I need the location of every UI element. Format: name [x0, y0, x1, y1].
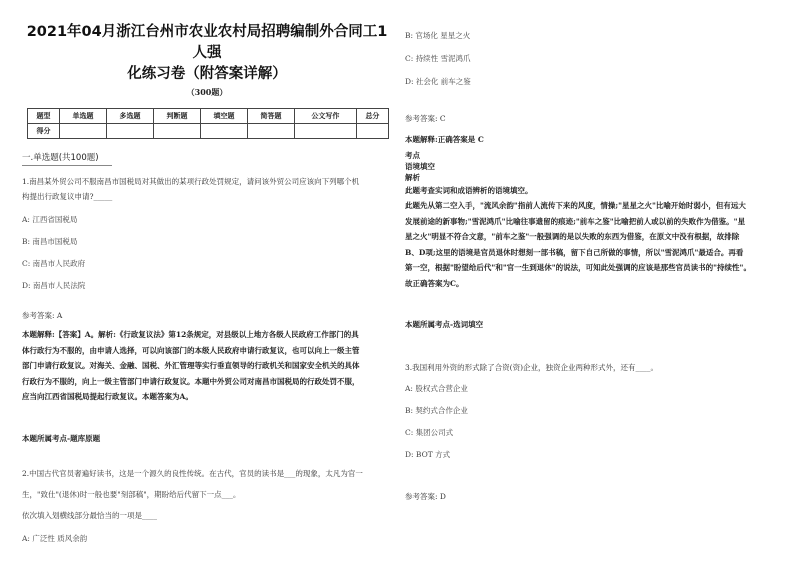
question-2-option: B: 官场化 星星之火 — [405, 31, 471, 40]
explanation-line: 故正确答案为C。 — [405, 278, 464, 288]
score-header-cell: 判断题 — [154, 109, 201, 124]
label-line: 考点 — [405, 150, 420, 160]
question-1-stem — [22, 174, 392, 204]
explanation-line: 此题考查实词和成语辨析的语境填空。 — [405, 185, 533, 195]
right-column — [405, 0, 780, 502]
question-2-stem-line: 生，"致仕"(退休)时一般也要"刻部稿"，期盼给后代留下一点___。 — [22, 489, 241, 499]
question-2-stem-line: 2.中国古代官员奢遍好读书，这是一个源久的良性传统。在古代，官员的读书是___的现象，太凡为官一 — [22, 468, 363, 478]
explanation-line: 发展前途的新事物;"雪泥鸿爪"比喻往事遗留的痕迹;"前车之鉴"比喻把前人或以前的失败作为借鉴。"星 — [405, 216, 746, 226]
explanation-line: 星之火"明显不符合文意，"前车之鉴"一般强调的是以失败的东西为借鉴，在原文中没有根据，故排除 — [405, 232, 740, 241]
question-1-answer: 参考答案: A — [22, 311, 63, 320]
question-2-stem-line: 依次填入划横线部分最恰当的一项是____ — [22, 510, 157, 520]
score-header-cell: 总分 — [356, 109, 388, 124]
left-column — [22, 0, 392, 545]
score-cell — [107, 124, 154, 139]
title-line-2: 化练习卷（附答案详解） — [127, 66, 287, 82]
question-3-option: D: BOT 方式 — [405, 450, 451, 459]
question-1-option: B: 南昌市国税局 — [22, 237, 78, 246]
explanation-line: 体行政行为不服的，由申请人选择，可以向该部门的本级人民政府申请行政复议，也可以向上一级主管 — [22, 345, 360, 355]
question-1-option: C: 南昌市人民政府 — [22, 259, 86, 268]
question-2-answer: 参考答案: C — [405, 114, 446, 123]
score-header-cell: 填空题 — [200, 109, 247, 124]
document-title — [22, 22, 392, 85]
question-3-answer: 参考答案: D — [405, 492, 446, 501]
section-title: 一.单选题(共100题) — [22, 153, 99, 163]
explanation-line: 此题先从第二空入手，"流风余韵"指前人流传下来的风度，情操;"星星之火"比喻开始时弱小，但有远大 — [405, 201, 746, 210]
document-subtitle: （300题） — [186, 87, 228, 97]
explanation-line: 应当向江西省国税局提起行政复议。本题答案为A。 — [22, 392, 193, 401]
score-cell — [294, 124, 356, 139]
question-2-explanation-head: 本题解释:正确答案是 C — [405, 135, 484, 144]
explanation-line: 第一空，根据"盼望给后代"和"官一生到退休"的说法，可知此处强调的应该是那些官员读书的"持续性"。 — [405, 263, 751, 272]
score-row-label: 得分 — [28, 124, 60, 139]
score-table-score-row — [28, 124, 389, 139]
score-cell — [247, 124, 294, 139]
score-header-cell: 多选题 — [107, 109, 154, 124]
question-1-stem-line: 1.南昌某外贸公司不服南昌市国税局对其做出的某项行政处罚规定，请问该外贸公司应该向下列哪个机 — [22, 177, 360, 186]
section-divider — [22, 165, 112, 166]
label-line: 解析 — [405, 172, 420, 182]
score-table-header-row — [28, 109, 389, 124]
question-3-stem: 3.我国利用外资的形式除了合资(资)企业，独资企业两种形式外，还有____。 — [405, 363, 659, 372]
question-1-knowledge-point: 本题所属考点-题库原题 — [22, 433, 101, 443]
score-cell — [200, 124, 247, 139]
explanation-line: 本题解释:【答案】A。解析:《行政复议法》第12条规定，对县级以上地方各级人民政府工作部门的具 — [22, 330, 359, 339]
question-1-stem-line: 构提出行政复议申请?_____ — [22, 192, 113, 201]
score-header-cell: 单选题 — [60, 109, 107, 124]
explanation-line: 行政行为不服的，向上一级主管部门申请行政复议。本题中外贸公司对南昌市国税局的行政处罚不服， — [22, 376, 360, 386]
question-2-option: D: 社会化 前车之鉴 — [405, 77, 471, 86]
question-2-labels — [405, 150, 780, 183]
question-1-explanation — [22, 327, 392, 405]
score-cell — [60, 124, 107, 139]
score-cell — [154, 124, 201, 139]
score-header-cell: 题型 — [28, 109, 60, 124]
question-3-option: B: 契约式合作企业 — [405, 406, 468, 415]
question-2-option: C: 持续性 雪泥鸿爪 — [405, 54, 471, 63]
question-1-option: A: 江西省国税局 — [22, 215, 78, 224]
title-line-1: 2021年04月浙江台州市农业农村局招聘编制外合同工1人强 — [26, 24, 388, 61]
question-3-option: A: 股权式合营企业 — [405, 384, 468, 393]
question-2-knowledge-point: 本题所属考点-选词填空 — [405, 320, 484, 329]
score-header-cell: 公文写作 — [294, 109, 356, 124]
question-2-stem — [22, 466, 392, 523]
label-line: 语境填空 — [405, 161, 435, 171]
question-3-option: C: 集团公司式 — [405, 428, 454, 437]
question-2-explanation — [405, 183, 780, 292]
score-table — [27, 108, 389, 139]
score-header-cell: 简答题 — [247, 109, 294, 124]
question-1-option: D: 南昌市人民法院 — [22, 281, 86, 290]
question-2-option: A: 广泛性 质风余韵 — [22, 533, 88, 543]
explanation-line: 部门申请行政复议。对海关、金融、国税、外汇管理等实行垂直领导的行政机关和国家安全机关的具体 — [22, 361, 360, 370]
explanation-line: B、D项;这里的语境是官员退休时想刻一部书稿，留下自己所做的事情，所以"雪泥鸿爪"最适合。再看 — [405, 247, 744, 257]
score-cell — [356, 124, 388, 139]
